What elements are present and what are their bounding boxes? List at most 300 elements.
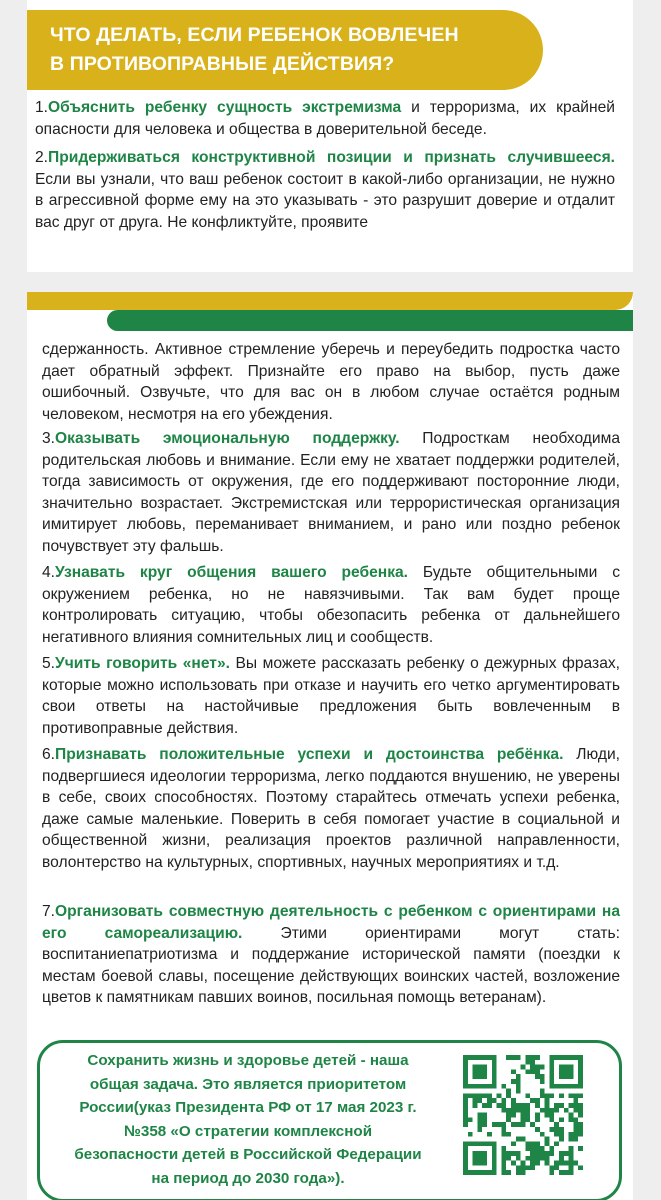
- qr-module: [506, 1055, 511, 1060]
- qr-module: [477, 1156, 482, 1161]
- qr-module: [535, 1127, 540, 1132]
- qr-module: [492, 1161, 497, 1166]
- callout-line: на период до 2030 года»).: [151, 1169, 345, 1187]
- callout-box: [37, 1040, 622, 1200]
- qr-module: [511, 1151, 516, 1156]
- qr-module: [549, 1127, 554, 1132]
- item-2-heading: Придерживаться конструктивной позиции и признать случившееся.: [48, 149, 615, 166]
- qr-module: [530, 1161, 535, 1166]
- qr-module: [525, 1055, 530, 1060]
- qr-module: [492, 1165, 497, 1170]
- qr-module: [564, 1084, 569, 1089]
- qr-module: [511, 1122, 516, 1127]
- qr-module: [549, 1069, 554, 1074]
- qr-module: [578, 1065, 583, 1070]
- item-1-text: и терроризма, их крайней опасности для человека и общества в доверительной беседе.: [35, 99, 616, 138]
- qr-module: [554, 1084, 559, 1089]
- qr-module: [492, 1060, 497, 1065]
- qr-module: [549, 1108, 554, 1113]
- qr-module: [540, 1093, 545, 1098]
- qr-module: [516, 1137, 521, 1142]
- qr-module: [482, 1122, 487, 1127]
- qr-module: [463, 1156, 468, 1161]
- qr-module: [559, 1084, 564, 1089]
- qr-module: [511, 1098, 516, 1103]
- qr-module: [530, 1151, 535, 1156]
- qr-module: [564, 1065, 569, 1070]
- qr-module: [569, 1093, 574, 1098]
- qr-module: [569, 1132, 574, 1137]
- qr-module: [559, 1055, 564, 1060]
- qr-module: [482, 1117, 487, 1122]
- qr-module: [545, 1156, 550, 1161]
- qr-module: [530, 1055, 535, 1060]
- qr-module: [569, 1170, 574, 1175]
- qr-module: [482, 1103, 487, 1108]
- qr-module: [521, 1165, 526, 1170]
- qr-module: [468, 1132, 473, 1137]
- qr-module: [564, 1074, 569, 1079]
- qr-module: [545, 1113, 550, 1118]
- qr-module: [569, 1084, 574, 1089]
- item-6-text: Люди, подвергшиеся идеологии терроризма, легко поддаются внушению, не уверены в себе, своих способностях. Поэтому старайтесь отмечать успехи ребенка, даже самые маленькие. Поверить в себя помогает участие в социальной и общественной жизни, реализация проектов различной направленности, волонтерство на культурных, спортивных, научных мероприятиях и т.д.: [42, 746, 620, 871]
- qr-module: [516, 1170, 521, 1175]
- qr-module: [487, 1098, 492, 1103]
- qr-module: [473, 1151, 478, 1156]
- qr-module: [477, 1127, 482, 1132]
- qr-module: [506, 1170, 511, 1175]
- qr-module: [569, 1074, 574, 1079]
- qr-module: [573, 1132, 578, 1137]
- qr-module: [549, 1117, 554, 1122]
- qr-module: [535, 1065, 540, 1070]
- item-4: 4.Узнавать круг общения вашего ребенка. Будьте общительными с окружением ребенка, но не навязчивыми. Так вам будет проще контролировать ситуацию, чтобы обезопасить ребенка от дальнейшего негативного влияния сомнительных лиц и сообществ.: [42, 564, 620, 646]
- item-7: 7.Организовать совместную деятельность с ребенком с ориентирами на его самореализацию. Этими ориентирами могут стать: воспитаниепатриотизма и поддержание исторической памяти (поездки к местам боевой славы, посещение действующих воинских частей, возложение цветов к памятникам павших воинов, посильная помощь ветеранам).: [42, 903, 620, 1006]
- qr-module: [463, 1141, 468, 1146]
- qr-module: [525, 1103, 530, 1108]
- qr-module: [535, 1117, 540, 1122]
- qr-module: [549, 1165, 554, 1170]
- qr-module: [501, 1161, 506, 1166]
- qr-module: [549, 1055, 554, 1060]
- qr-module: [545, 1098, 550, 1103]
- qr-module: [578, 1084, 583, 1089]
- qr-module: [569, 1113, 574, 1118]
- qr-module: [521, 1108, 526, 1113]
- qr-module: [578, 1113, 583, 1118]
- qr-module: [516, 1084, 521, 1089]
- qr-module: [506, 1117, 511, 1122]
- qr-module: [487, 1103, 492, 1108]
- qr-module: [549, 1093, 554, 1098]
- qr-module: [559, 1065, 564, 1070]
- qr-module: [559, 1170, 564, 1175]
- qr-module: [506, 1089, 511, 1094]
- qr-module: [564, 1151, 569, 1156]
- qr-module: [535, 1141, 540, 1146]
- qr-module: [545, 1093, 550, 1098]
- item-2-part-2: [42, 339, 620, 425]
- qr-module: [564, 1170, 569, 1175]
- qr-module: [549, 1113, 554, 1118]
- qr-module: [545, 1141, 550, 1146]
- qr-module: [482, 1141, 487, 1146]
- qr-module: [578, 1122, 583, 1127]
- qr-module: [535, 1161, 540, 1166]
- qr-module: [554, 1103, 559, 1108]
- qr-module: [463, 1151, 468, 1156]
- qr-module: [554, 1108, 559, 1113]
- qr-module: [473, 1069, 478, 1074]
- qr-module: [578, 1079, 583, 1084]
- qr-module: [506, 1132, 511, 1137]
- qr-module: [506, 1113, 511, 1118]
- item-6-heading: Признавать положительные успехи и достоинства ребёнка.: [55, 746, 564, 763]
- qr-module: [477, 1141, 482, 1146]
- qr-module: [540, 1079, 545, 1084]
- qr-module: [492, 1069, 497, 1074]
- qr-module: [463, 1117, 468, 1122]
- qr-module: [492, 1084, 497, 1089]
- qr-module: [487, 1055, 492, 1060]
- qr-module: [511, 1141, 516, 1146]
- qr-module: [573, 1103, 578, 1108]
- qr-module: [487, 1141, 492, 1146]
- qr-module: [573, 1127, 578, 1132]
- qr-module: [559, 1137, 564, 1142]
- qr-module: [477, 1170, 482, 1175]
- item-3-text: Подросткам необходима родительская любовь и внимание. Если ему не хватает поддержки родителей, тогда зависимость от окружения, где его поддерживают посторонние люди, значительно возрастает. Экстремистская или террористическая организация имитирует любовь, переманивает вниманием, и рано или поздно ребенок почувствует эту фальшь.: [42, 430, 620, 555]
- qr-module: [468, 1170, 473, 1175]
- qr-module: [487, 1084, 492, 1089]
- qr-module: [535, 1146, 540, 1151]
- qr-module: [463, 1098, 468, 1103]
- qr-module: [569, 1065, 574, 1070]
- qr-module: [463, 1103, 468, 1108]
- qr-module: [530, 1065, 535, 1070]
- qr-module: [573, 1093, 578, 1098]
- qr-module: [497, 1103, 502, 1108]
- qr-module: [501, 1084, 506, 1089]
- qr-module: [559, 1093, 564, 1098]
- qr-module: [511, 1055, 516, 1060]
- qr-module: [501, 1151, 506, 1156]
- qr-module: [501, 1146, 506, 1151]
- title-line-2: В ПРОТИВОПРАВНЫЕ ДЕЙСТВИЯ?: [50, 53, 395, 75]
- qr-module: [516, 1074, 521, 1079]
- qr-module: [511, 1108, 516, 1113]
- qr-module: [492, 1146, 497, 1151]
- callout-line: безопасности детей в Российской Федерации: [74, 1146, 422, 1163]
- qr-module: [530, 1146, 535, 1151]
- qr-module: [463, 1093, 468, 1098]
- qr-module: [477, 1113, 482, 1118]
- qr-module: [559, 1156, 564, 1161]
- qr-module: [497, 1093, 502, 1098]
- qr-module: [545, 1137, 550, 1142]
- qr-module: [473, 1098, 478, 1103]
- qr-module: [482, 1074, 487, 1079]
- qr-module: [477, 1074, 482, 1079]
- qr-module: [549, 1170, 554, 1175]
- qr-module: [559, 1074, 564, 1079]
- qr-module: [573, 1084, 578, 1089]
- item-4-heading: Узнавать круг общения вашего ребенка.: [55, 564, 409, 581]
- qr-module: [511, 1069, 516, 1074]
- qr-module: [516, 1103, 521, 1108]
- qr-module: [521, 1170, 526, 1175]
- qr-module: [525, 1060, 530, 1065]
- qr-module: [492, 1151, 497, 1156]
- qr-module: [535, 1156, 540, 1161]
- qr-module: [516, 1151, 521, 1156]
- qr-module: [573, 1098, 578, 1103]
- item-2-text-part-2: сдержанность. Активное стремление уберечь и переубедить подростка часто дает обратный эффект. Признайте его право на выбор, пусть даже ошибочный. Озвучьте, что для вас он в любом случае остаётся родным человеком, несмотря на его убеждения.: [42, 341, 620, 423]
- qr-module: [492, 1079, 497, 1084]
- qr-module: [540, 1108, 545, 1113]
- qr-module: [549, 1084, 554, 1089]
- qr-module: [482, 1093, 487, 1098]
- qr-module: [492, 1122, 497, 1127]
- qr-module: [569, 1117, 574, 1122]
- qr-module: [511, 1079, 516, 1084]
- qr-module: [578, 1074, 583, 1079]
- qr-module: [569, 1137, 574, 1142]
- qr-module: [540, 1156, 545, 1161]
- qr-module: [463, 1074, 468, 1079]
- item-3: 3.Оказывать эмоциональную поддержку. Подросткам необходима родительская любовь и внимание. Если ему не хватает поддержки родителей, тогда зависимость от окружения, где его поддерживают посторонние люди, значительно возрастает. Экстремистская или террористическая организация имитирует любовь, переманивает вниманием, и рано или поздно ребенок почувствует эту фальшь.: [42, 430, 620, 555]
- qr-module: [569, 1156, 574, 1161]
- qr-module: [521, 1065, 526, 1070]
- qr-module: [540, 1074, 545, 1079]
- item-5: 5.Учить говорить «нет». Вы можете рассказать ребенку о дежурных фразах, которые можно использовать при отказе и научить его четко аргументировать свои ответы на настойчивые предложения быть вовлеченным в противоправные действия.: [42, 655, 621, 737]
- qr-module: [516, 1122, 521, 1127]
- item-6: 6.Признавать положительные успехи и достоинства ребёнка. Люди, подвергшиеся идеологии терроризма, легко поддаются внушению, не уверены в себе, своих способностях. Поэтому старайтесь отмечать успехи ребенка, даже самые маленькие. Поверить в себя помогает участие в социальной и общественной жизни, реализация проектов различной направленности, волонтерство на культурных, спортивных, научных мероприятиях и т.д.: [42, 746, 620, 871]
- qr-module: [530, 1098, 535, 1103]
- callout-text: [60, 1049, 436, 1190]
- qr-module: [535, 1113, 540, 1118]
- qr-module: [516, 1165, 521, 1170]
- qr-code-icon[interactable]: [463, 1055, 583, 1175]
- qr-module: [564, 1055, 569, 1060]
- qr-module: [554, 1141, 559, 1146]
- qr-module: [463, 1065, 468, 1070]
- qr-module: [477, 1069, 482, 1074]
- qr-module: [463, 1122, 468, 1127]
- callout-line: Сохранить жизнь и здоровье детей - наша: [87, 1052, 409, 1069]
- qr-module: [540, 1089, 545, 1094]
- qr-module: [530, 1122, 535, 1127]
- qr-module: [573, 1161, 578, 1166]
- item-3-heading: Оказывать эмоциональную поддержку.: [55, 430, 400, 447]
- qr-module: [569, 1151, 574, 1156]
- qr-module: [463, 1060, 468, 1065]
- qr-module: [535, 1055, 540, 1060]
- qr-module: [463, 1055, 468, 1060]
- qr-module: [477, 1084, 482, 1089]
- qr-module: [482, 1084, 487, 1089]
- qr-module: [525, 1093, 530, 1098]
- qr-module: [482, 1055, 487, 1060]
- qr-module: [473, 1093, 478, 1098]
- item-1-heading: Объяснить ребенку сущность экстремизма: [48, 99, 402, 116]
- qr-module: [530, 1141, 535, 1146]
- qr-module: [511, 1113, 516, 1118]
- qr-module: [477, 1093, 482, 1098]
- qr-module: [497, 1122, 502, 1127]
- decor-stripe-gold: [27, 292, 633, 310]
- qr-module: [530, 1069, 535, 1074]
- qr-module: [511, 1103, 516, 1108]
- qr-module: [463, 1170, 468, 1175]
- qr-module: [573, 1137, 578, 1142]
- qr-module: [473, 1161, 478, 1166]
- qr-module: [521, 1161, 526, 1166]
- qr-module: [482, 1069, 487, 1074]
- qr-module: [549, 1079, 554, 1084]
- qr-module: [525, 1069, 530, 1074]
- qr-module: [525, 1165, 530, 1170]
- qr-module: [530, 1156, 535, 1161]
- qr-module: [578, 1132, 583, 1137]
- qr-module: [554, 1165, 559, 1170]
- item-5-text: Вы можете рассказать ребенку о дежурных фразах, которые можно использовать при отказе и научить его четко аргументировать свои ответы на настойчивые предложения быть вовлеченным в противоправные действия.: [42, 655, 621, 737]
- qr-module: [549, 1074, 554, 1079]
- qr-module: [492, 1098, 497, 1103]
- qr-module: [559, 1161, 564, 1166]
- qr-module: [463, 1161, 468, 1166]
- qr-module: [473, 1074, 478, 1079]
- qr-module: [521, 1137, 526, 1142]
- qr-module: [501, 1103, 506, 1108]
- qr-module: [482, 1161, 487, 1166]
- qr-module: [521, 1122, 526, 1127]
- qr-module: [554, 1122, 559, 1127]
- qr-module: [545, 1161, 550, 1166]
- callout-line: России(указ Президента РФ от 17 мая 2023 г.: [79, 1099, 417, 1116]
- qr-module: [492, 1065, 497, 1070]
- qr-module: [492, 1141, 497, 1146]
- qr-module: [569, 1146, 574, 1151]
- decor-stripe-green: [107, 310, 633, 331]
- qr-module: [473, 1170, 478, 1175]
- qr-module: [463, 1069, 468, 1074]
- qr-module: [463, 1079, 468, 1084]
- qr-module: [569, 1161, 574, 1166]
- qr-module: [487, 1093, 492, 1098]
- qr-module: [573, 1117, 578, 1122]
- qr-module: [578, 1127, 583, 1132]
- qr-module: [473, 1156, 478, 1161]
- qr-module: [549, 1065, 554, 1070]
- qr-module: [463, 1084, 468, 1089]
- item-2-part-1: 2.Придерживаться конструктивной позиции и признать случившееся. Если вы узнали, что ваш ребенок состоит в какой-либо организации, не нужно в агрессивной форме ему на это указывать - это разрушит доверие и отдалит вас друг от друга. Не конфликтуйте, проявите: [35, 149, 615, 231]
- qr-module: [468, 1141, 473, 1146]
- qr-module: [554, 1132, 559, 1137]
- qr-module: [525, 1108, 530, 1113]
- qr-module: [501, 1165, 506, 1170]
- qr-module: [501, 1122, 506, 1127]
- qr-module: [482, 1151, 487, 1156]
- qr-module: [559, 1127, 564, 1132]
- qr-module: [540, 1151, 545, 1156]
- qr-module: [549, 1146, 554, 1151]
- qr-module: [559, 1103, 564, 1108]
- qr-module: [540, 1146, 545, 1151]
- title-banner: [27, 10, 543, 90]
- qr-module: [492, 1156, 497, 1161]
- qr-module: [578, 1146, 583, 1151]
- qr-module: [477, 1122, 482, 1127]
- qr-module: [477, 1098, 482, 1103]
- qr-module: [463, 1165, 468, 1170]
- qr-module: [473, 1065, 478, 1070]
- qr-module: [578, 1103, 583, 1108]
- qr-module: [559, 1132, 564, 1137]
- qr-module: [578, 1165, 583, 1170]
- qr-module: [482, 1170, 487, 1175]
- qr-module: [477, 1055, 482, 1060]
- qr-module: [482, 1113, 487, 1118]
- qr-module: [463, 1113, 468, 1118]
- qr-module: [501, 1108, 506, 1113]
- qr-module: [525, 1156, 530, 1161]
- qr-module: [535, 1074, 540, 1079]
- qr-module: [501, 1132, 506, 1137]
- qr-module: [578, 1060, 583, 1065]
- title-line-1: ЧТО ДЕЛАТЬ, ЕСЛИ РЕБЕНОК ВОВЛЕЧЕН: [50, 24, 459, 46]
- qr-module: [525, 1113, 530, 1118]
- item-7-heading: Организовать совместную деятельность с ребенком с ориентирами на его самореализацию.: [42, 903, 620, 942]
- callout-line: №358 «О стратегии комплексной: [123, 1122, 373, 1140]
- qr-module: [545, 1151, 550, 1156]
- qr-module: [525, 1117, 530, 1122]
- callout-line: общая задача. Это является приоритетом: [89, 1075, 407, 1093]
- qr-module: [545, 1103, 550, 1108]
- qr-module: [516, 1089, 521, 1094]
- qr-module: [487, 1170, 492, 1175]
- item-4-text: Будьте общительными с окружением ребенка, но не навязчивыми. Так вам будет проще контролировать ситуацию, чтобы обезопасить ребенка от дальнейшего негативного влияния сомнительных лиц и сообществ.: [42, 564, 620, 646]
- qr-module: [501, 1170, 506, 1175]
- qr-module: [506, 1151, 511, 1156]
- item-5-heading: Учить говорить «нет».: [55, 655, 230, 672]
- qr-module: [506, 1108, 511, 1113]
- qr-module: [559, 1151, 564, 1156]
- qr-module: [540, 1065, 545, 1070]
- qr-module: [492, 1074, 497, 1079]
- qr-module: [525, 1146, 530, 1151]
- qr-module: [573, 1108, 578, 1113]
- qr-module: [530, 1165, 535, 1170]
- item-2-text-part-1: Если вы узнали, что ваш ребенок состоит в какой-либо организации, не нужно в агрессивной форме ему на это указывать - это разрушит доверие и отдалит вас друг от друга. Не конфликтуйте, проявите: [35, 170, 615, 231]
- qr-module: [530, 1060, 535, 1065]
- qr-module: [578, 1055, 583, 1060]
- qr-module: [549, 1060, 554, 1065]
- qr-module: [535, 1098, 540, 1103]
- qr-module: [468, 1084, 473, 1089]
- qr-module: [573, 1055, 578, 1060]
- qr-module: [549, 1151, 554, 1156]
- qr-module: [535, 1069, 540, 1074]
- qr-module: [477, 1161, 482, 1166]
- qr-module: [578, 1093, 583, 1098]
- qr-module: [482, 1156, 487, 1161]
- qr-module: [521, 1103, 526, 1108]
- qr-module: [569, 1103, 574, 1108]
- qr-module: [468, 1055, 473, 1060]
- qr-module: [477, 1151, 482, 1156]
- qr-module: [516, 1079, 521, 1084]
